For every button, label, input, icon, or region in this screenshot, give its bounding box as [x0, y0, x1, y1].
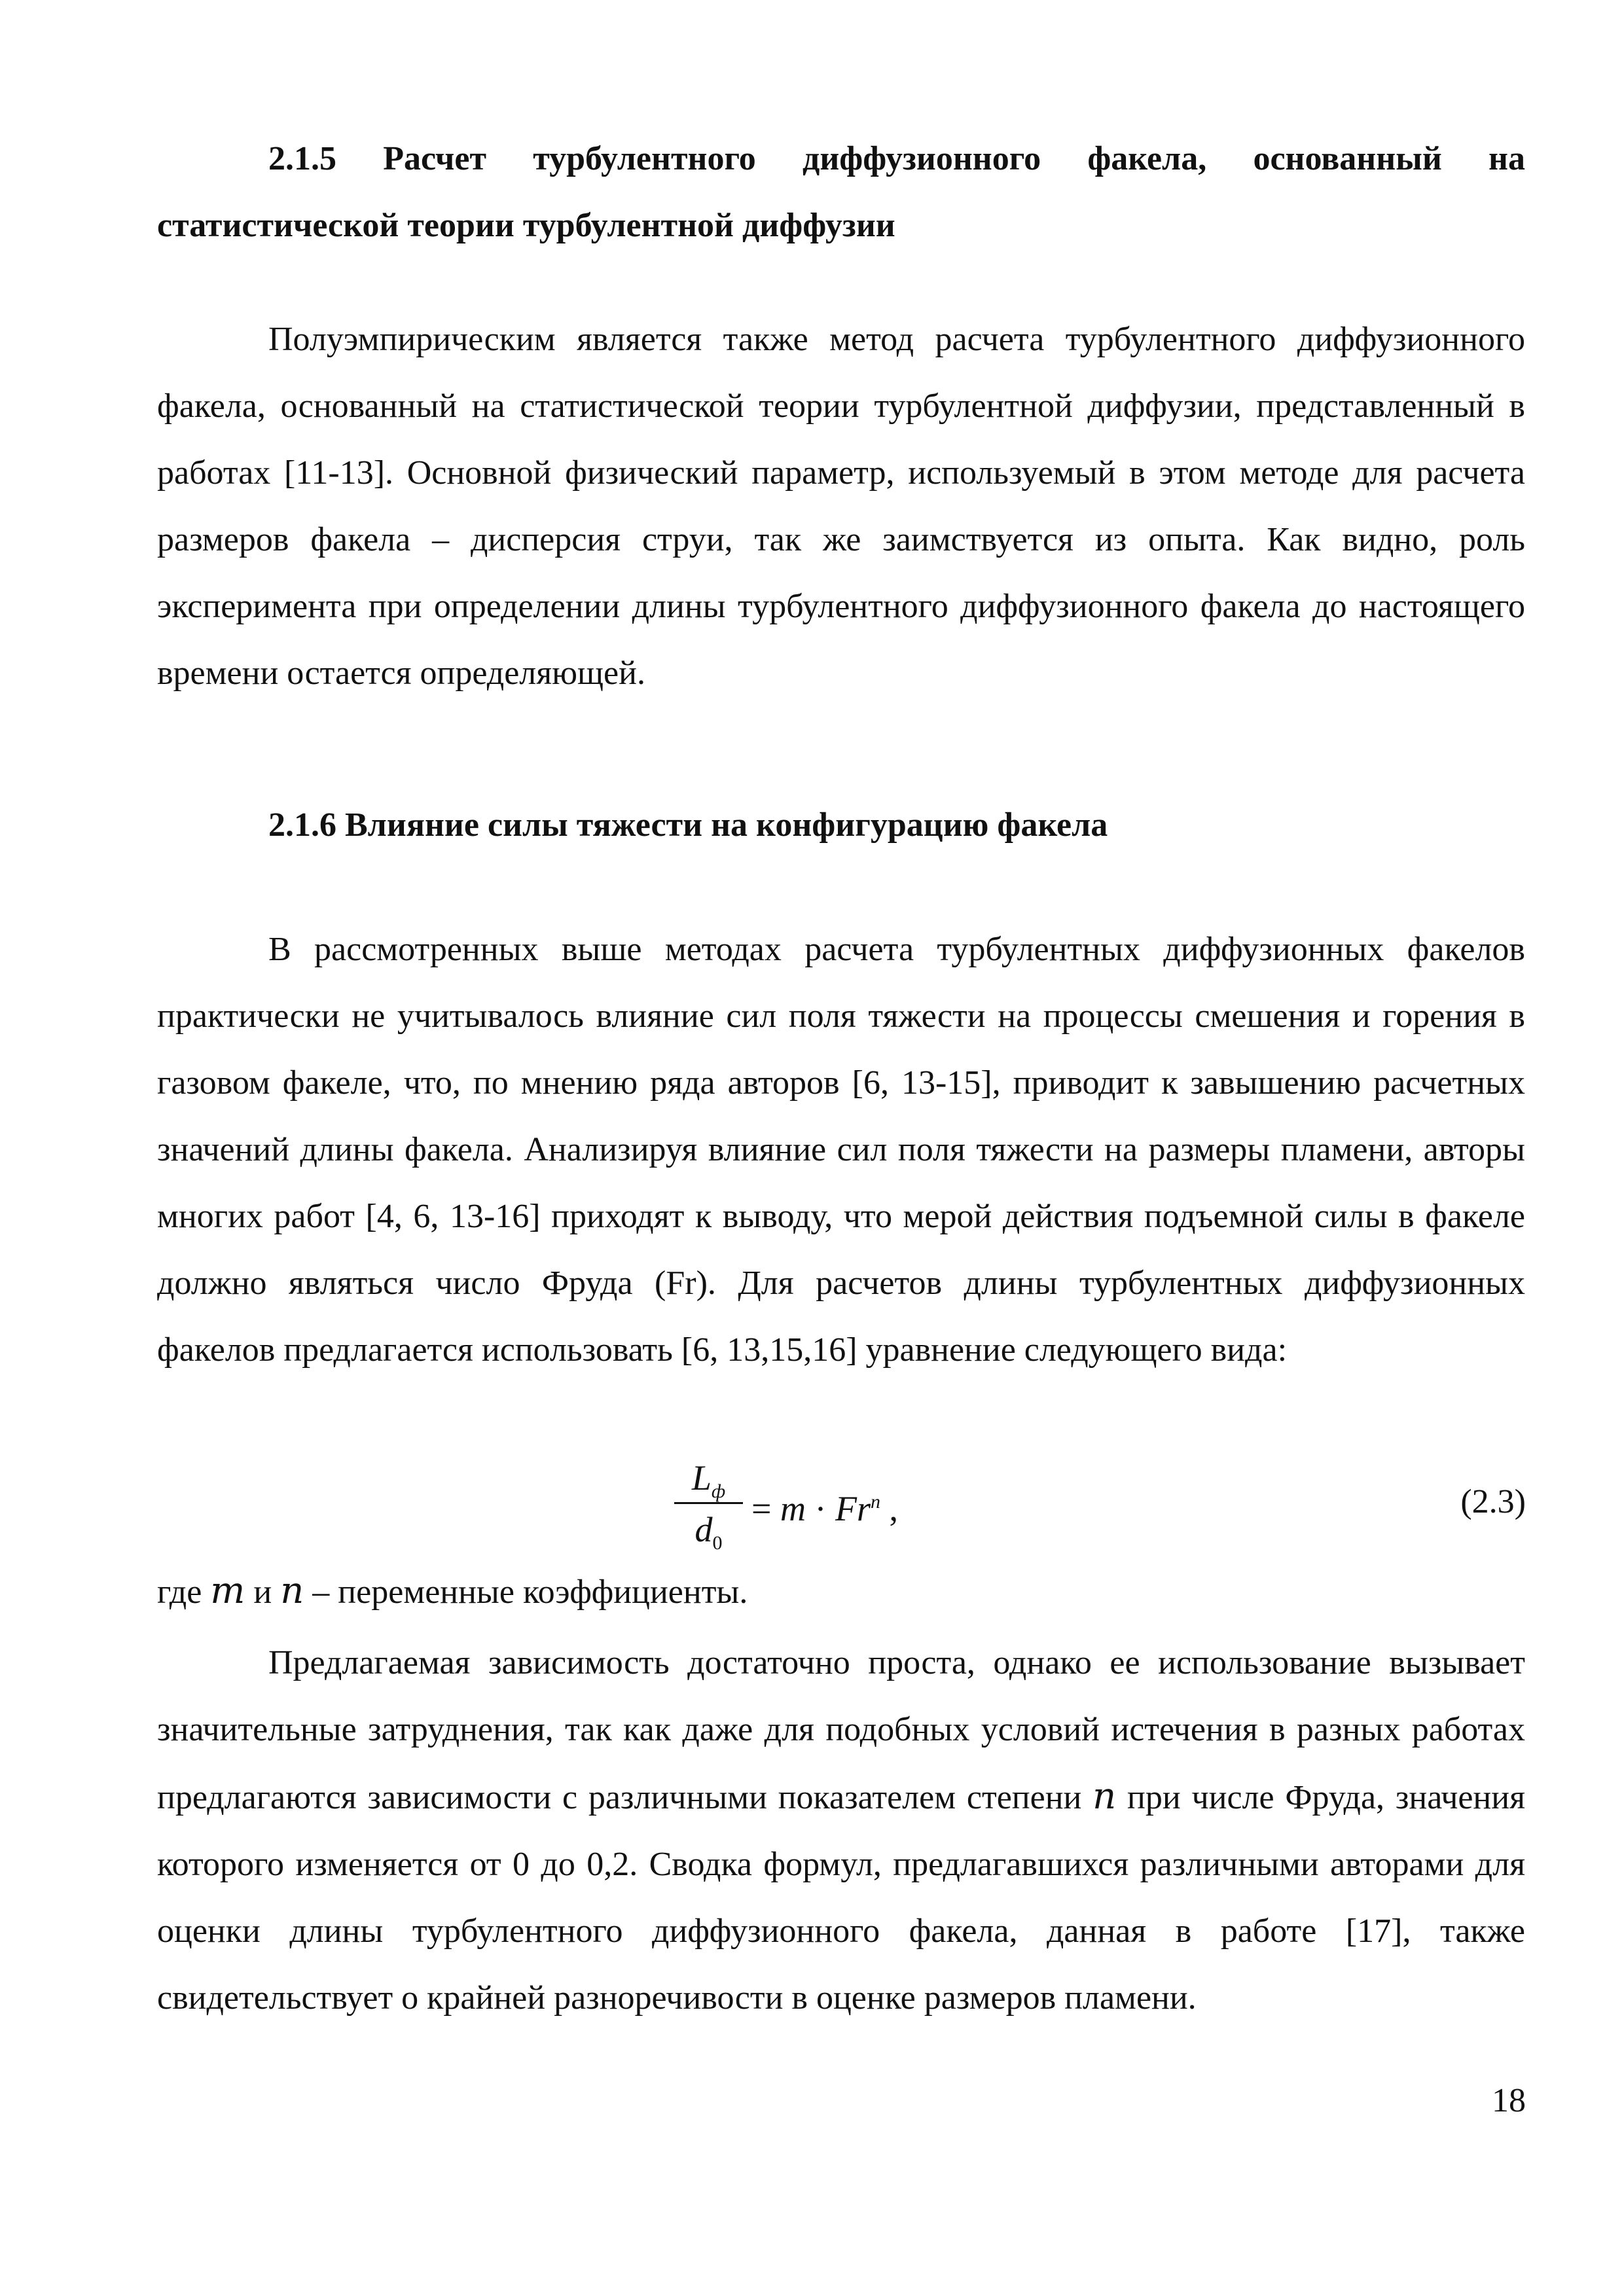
formula-legend: где m и n – переменные коэффициенты.	[157, 1570, 748, 1612]
formula-denominator: $d_0$	[695, 1510, 723, 1554]
formula-numerator: $L_ф$	[691, 1458, 726, 1502]
formula-right-side: = $m \cdot Fr^n$ ,	[751, 1489, 898, 1528]
paragraph-2-1-6: В рассмотренных выше методах расчета турбулентных диффузионных факелов практически не учитывалось влияние сил поля тяжести на процессы смешения и горения в газовом факеле, что, по мнению ряда авторов [6, 13-15], приводит к завышению расчетных значений длины факела. Анализируя влияние сил поля тяжести на размеры пламени, авторы многих работ [4, 6, 13-16] приходят к выводу, что мерой действия подъемной силы в факеле должно являться число Фруда (Fr). Для расчетов длины турбулентных диффузионных факелов предлагается использовать [6, 13,15,16] уравнение следующего вида:	[157, 931, 1525, 1369]
fraction-bar	[674, 1502, 743, 1504]
paragraph-dependency: Предлагаемая зависимость достаточно проста, однако ее использование вызывает значительные затруднения, так как даже для подобных условий истечения в разных работах предлагаются зависимости с различными показателем степени n при числе Фруда, значения которого изменяется от 0 до 0,2. Сводка формул, предлагавшихся различными авторами для оценки длины турбулентного диффузионного факела, данная в работе [17], также свидетельствует о крайней разноречивости в оценке размеров пламени.	[157, 1644, 1525, 2017]
formula-2-3	[674, 1456, 936, 1554]
paragraph-2-1-5: Полуэмпирическим является также метод расчета турбулентного диффузионного факела, основанный на статистической теории турбулентной диффузии, представленный в работах [11-13]. Основной физический параметр, используемый в этом методе для расчета размеров факела – дисперсия струи, так же заимствуется из опыта. Как видно, роль эксперимента при определении длины турбулентного диффузионного факела до настоящего времени остается определяющей.	[157, 321, 1525, 692]
section-heading-2-1-6: 2.1.6 Влияние силы тяжести на конфигурацию факела	[268, 806, 1108, 844]
equation-number: (2.3)	[1460, 1483, 1526, 1520]
section-heading-2-1-5: 2.1.5 Расчет турбулентного диффузионного факела, основанный на статистической теории турбулентной диффузии	[157, 140, 1525, 244]
formula-fraction	[674, 1456, 743, 1552]
page-number: 18	[1492, 2082, 1526, 2119]
